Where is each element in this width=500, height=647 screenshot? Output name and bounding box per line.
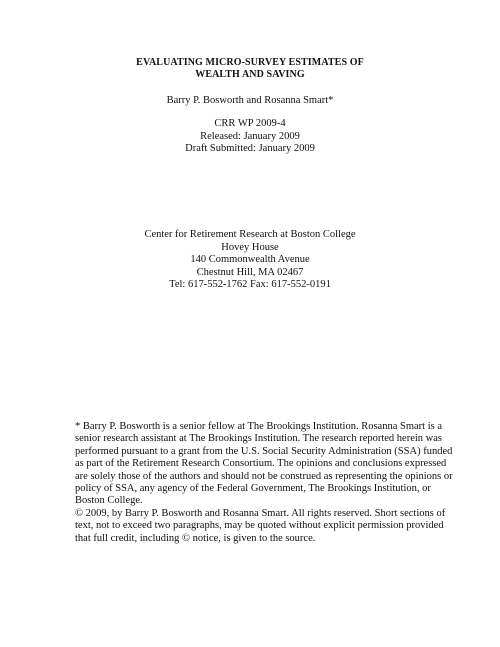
copyright-line: text, not to exceed two paragraphs, may be quoted without explicit permission provided [75, 520, 444, 532]
footnote-line: senior research assistant at The Brookings Institution. The research reported herein was [75, 433, 442, 445]
footnote-line: as part of the Retirement Research Consortium. The opinions and conclusions expressed [75, 458, 447, 470]
draft-submitted-date: Draft Submitted: January 2009 [185, 143, 315, 154]
paper-metadata [0, 118, 500, 156]
working-paper-number: CRR WP 2009-4 [214, 118, 286, 129]
address-contact: Tel: 617-552-1762 Fax: 617-552-0191 [169, 279, 331, 290]
institution-address [0, 229, 500, 292]
release-date: Released: January 2009 [200, 130, 300, 142]
address-line-4: Chestnut Hill, MA 02467 [196, 266, 304, 278]
footnote-line: are solely those of the authors and should not be construed as representing the opinions or [75, 470, 453, 482]
author-footnote [75, 421, 453, 508]
authors: Barry P. Bosworth and Rosanna Smart* [166, 95, 334, 106]
footnote-line: policy of SSA, any agency of the Federal Government, The Brookings Institution, or [75, 483, 431, 495]
copyright-notice [75, 508, 446, 545]
address-line-3: 140 Commonwealth Avenue [190, 254, 310, 265]
address-line-2: Hovey House [221, 241, 279, 253]
address-line-1: Center for Retirement Research at Boston College [144, 229, 356, 240]
title-line-1: EVALUATING MICRO-SURVEY ESTIMATES OF [136, 57, 364, 68]
footnote-line: Boston College. [75, 495, 143, 507]
title-line-2: WEALTH AND SAVING [195, 69, 305, 80]
footnote-line: * Barry P. Bosworth is a senior fellow at The Brookings Institution. Rosanna Smart is a [75, 421, 442, 432]
copyright-line: that full credit, including © notice, is given to the source. [75, 532, 316, 544]
footnote-line: performed pursuant to a grant from the U.S. Social Security Administration (SSA) funded [75, 445, 453, 457]
paper-title [0, 57, 500, 81]
copyright-line: © 2009, by Barry P. Bosworth and Rosanna Smart. All rights reserved. Short sections of [75, 508, 446, 519]
